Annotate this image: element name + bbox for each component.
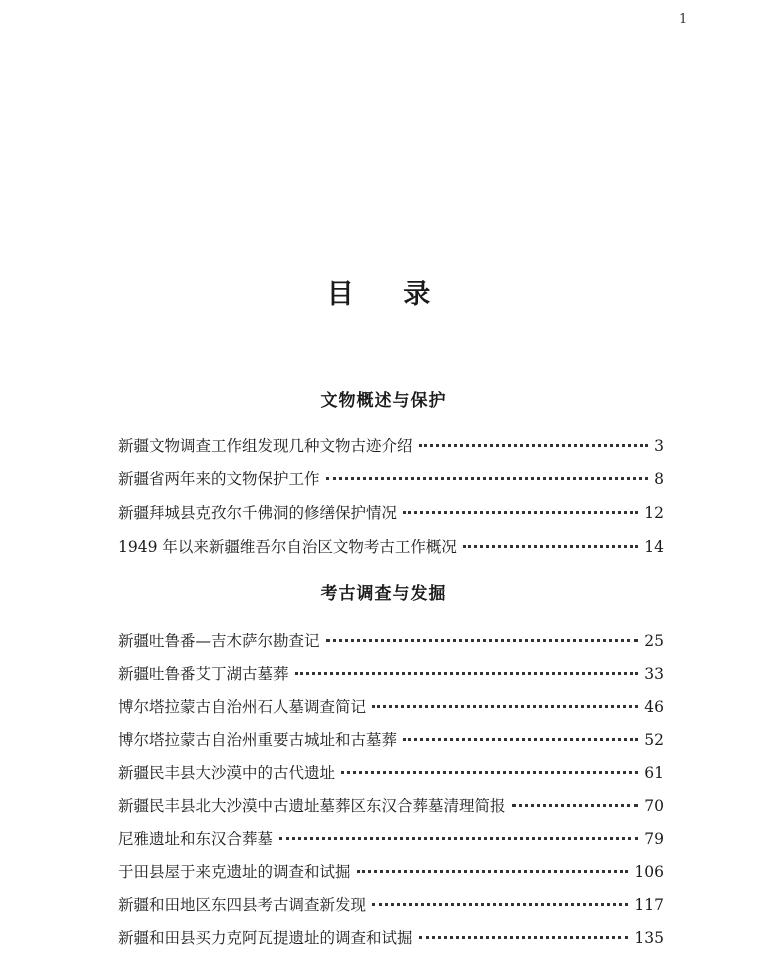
dot-leader (295, 672, 639, 675)
dot-leader (372, 705, 638, 708)
dot-leader (357, 870, 629, 873)
section-heading: 考古调查与发掘 (320, 584, 447, 604)
toc-entry-title: 博尔塔拉蒙古自治州石人墓调查简记 (118, 698, 367, 716)
dot-leader (403, 738, 638, 741)
toc-entry-page: 3 (654, 437, 664, 455)
toc-entry[interactable] (118, 794, 664, 818)
toc-entry[interactable] (118, 695, 664, 719)
toc-entry-title: 新疆民丰县大沙漠中的古代遗址 (118, 764, 336, 782)
toc-entry-title: 新疆文物调查工作组发现几种文物古迹介绍 (118, 437, 413, 455)
toc-entry-title: 新疆省两年来的文物保护工作 (118, 470, 320, 488)
toc-entry-page: 8 (654, 470, 664, 488)
toc-entry[interactable] (118, 893, 664, 917)
toc-entry-page: 25 (644, 632, 664, 650)
dot-leader (512, 804, 639, 807)
dot-leader (463, 545, 638, 548)
toc-entry[interactable] (118, 827, 664, 851)
toc-entry-page: 46 (644, 698, 664, 716)
toc-entry-page: 33 (644, 665, 664, 683)
toc-entry[interactable] (118, 535, 664, 559)
page-title: 目 录 (326, 279, 451, 310)
dot-leader (372, 903, 628, 906)
toc-entry[interactable] (118, 926, 664, 950)
toc-entry-title: 新疆吐鲁番—吉木萨尔勘查记 (118, 632, 320, 650)
toc-entry-page: 70 (644, 797, 664, 815)
toc-entry-title: 1949 年以来新疆维吾尔自治区文物考古工作概况 (118, 538, 457, 556)
toc-entry-title: 新疆和田县买力克阿瓦提遗址的调查和试掘 (118, 929, 413, 947)
toc-entry[interactable] (118, 467, 664, 491)
toc-entry-title: 博尔塔拉蒙古自治州重要古城址和古墓葬 (118, 731, 398, 749)
toc-entry[interactable] (118, 728, 664, 752)
toc-entry-page: 79 (644, 830, 664, 848)
toc-entry-page: 14 (644, 538, 664, 556)
dot-leader (326, 639, 639, 642)
page-number: 1 (679, 12, 688, 27)
dot-leader (419, 444, 649, 447)
toc-entry[interactable] (118, 860, 664, 884)
toc-entry-title: 于田县屋于来克遗址的调查和试掘 (118, 863, 351, 881)
toc-entry[interactable] (118, 501, 664, 525)
toc-entry-page: 61 (644, 764, 664, 782)
dot-leader (341, 771, 638, 774)
dot-leader (326, 477, 649, 480)
toc-entry[interactable] (118, 629, 664, 653)
toc-entry-page: 117 (634, 896, 664, 914)
toc-entry-page: 106 (634, 863, 664, 881)
toc-entry-page: 135 (634, 929, 664, 947)
toc-entry-page: 52 (644, 731, 664, 749)
toc-entry[interactable] (118, 434, 664, 458)
dot-leader (403, 511, 638, 514)
toc-entry-title: 新疆吐鲁番艾丁湖古墓葬 (118, 665, 289, 683)
toc-entry-title: 新疆和田地区东四县考古调查新发现 (118, 896, 367, 914)
dot-leader (279, 837, 638, 840)
toc-entry-page: 12 (644, 504, 664, 522)
toc-entry-title: 尼雅遗址和东汉合葬墓 (118, 830, 274, 848)
toc-entry[interactable] (118, 761, 664, 785)
toc-entry-title: 新疆民丰县北大沙漠中古遗址墓葬区东汉合葬墓清理简报 (118, 797, 506, 815)
toc-entry[interactable] (118, 662, 664, 686)
dot-leader (419, 936, 629, 939)
toc-entry-title: 新疆拜城县克孜尔千佛洞的修缮保护情况 (118, 504, 398, 522)
section-heading: 文物概述与保护 (320, 391, 447, 411)
